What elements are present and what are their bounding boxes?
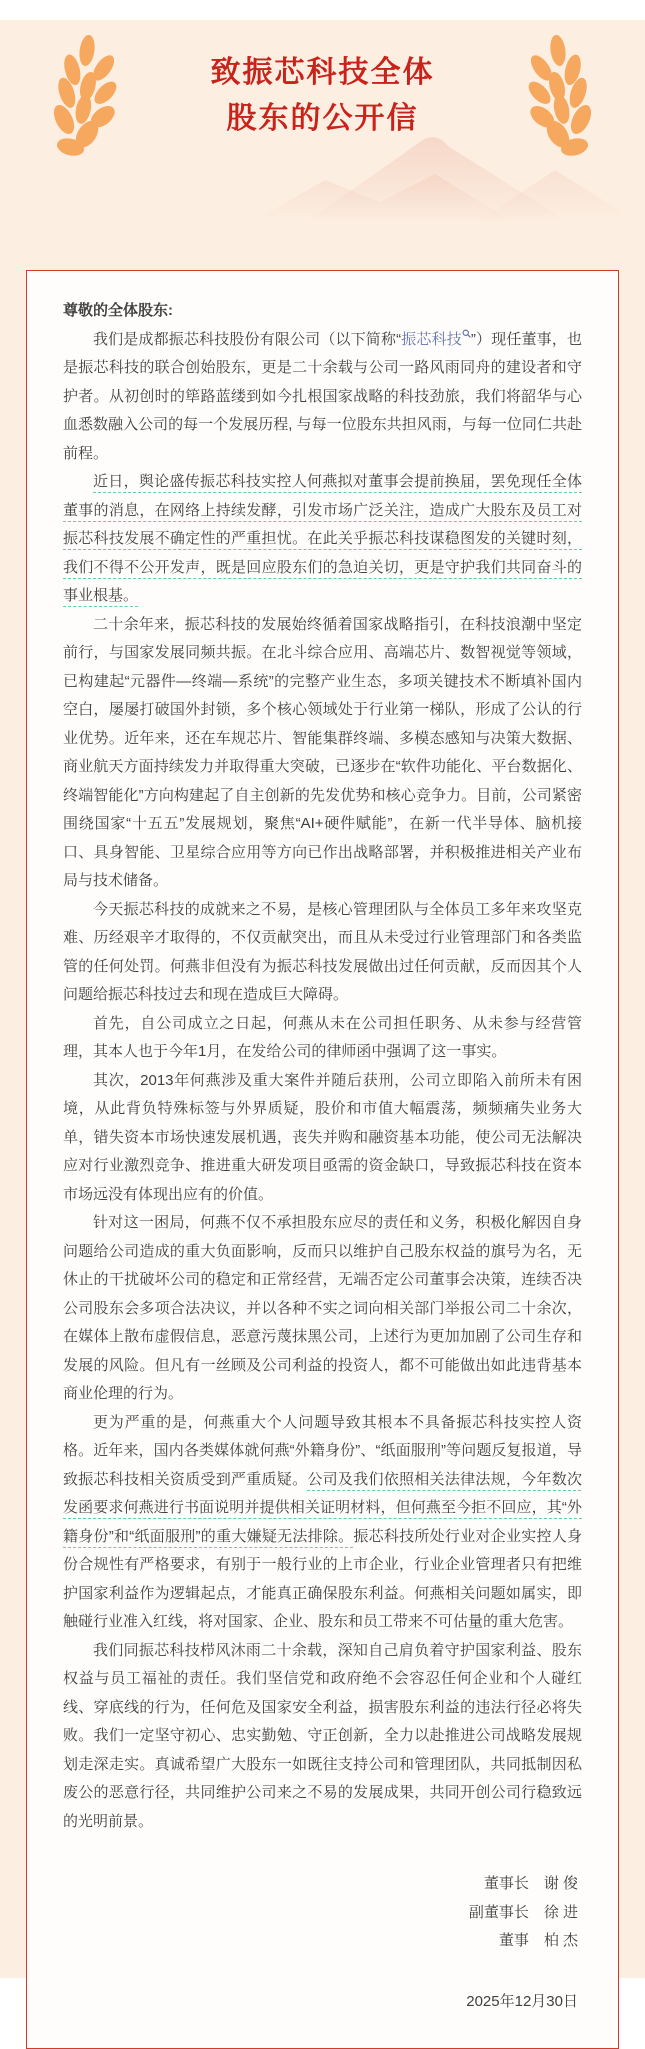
signature-line: 董事长 谢 俊 <box>483 1875 578 1893</box>
letter-paragraph <box>63 896 582 1010</box>
text-segment: 振芯科技所处行业对企业实控人身份合规性有严格要求，有别于一般行业的上市企业，行业企业管理者只有把维护国家利益作为逻辑起点，才能真正确保股东利益。何燕相关问题如属实，即触碰行业准入红线，将对国家、企业、股东和员工带来不可估量的重大危害。 <box>63 1527 582 1631</box>
page-title-line2: 股东的公开信 <box>226 102 419 136</box>
text-segment: 其次，2013年何燕涉及重大案件并随后获刑，公司立即陷入前所未有困境，从此背负特殊标签与外界质疑，股价和市值大幅震荡，频频痛失业务大单，错失资本市场快速发展机遇，丧失并购和融资基本功能，使公司无法解决应对行业激烈竞争、推进重大研发项目亟需的资金缺口，导致振芯科技在资本市场远没有体现出应有的价值。 <box>63 1071 582 1203</box>
stock-search-icon[interactable] <box>462 327 471 341</box>
stock-link[interactable]: 振芯科技 <box>401 330 462 348</box>
letter-paragraph <box>63 1409 582 1637</box>
text-segment: 更为严重的是，何燕重大个人问题导致其根本不具备振芯科技实控人资格。近年来，国内各类媒体就何燕“外籍身份”、“纸面服刑”等问题反复报道，导致振芯科技相关资质受到严重质疑。 <box>63 1413 582 1488</box>
letter-body <box>63 326 582 1837</box>
salutation: 尊敬的全体股东: <box>63 302 173 320</box>
text-segment: 二十余年来，振芯科技的发展始终循着国家战略指引，在科技浪潮中坚定前行，与国家发展同频共振。在北斗综合应用、高端芯片、数智视觉等领域，已构建起“元器件—终端—系统”的完整产业生态，多项关键技术不断填补国内空白，屡屡打破国外封锁，多个核心领域处于行业第一梯队，形成了公认的行业优势。近年来，还在车规芯片、智能集群终端、多模态感知与决策大数据、商业航天方面持续发力并取得重大突破，已逐步在“软件功能化、平台数据化、终端智能化”方向构建起了自主创新的先发优势和核心竞争力。目前，公司紧密围绕国家“十五五”发展规划，聚焦“AI+硬件赋能”，在新一代半导体、脑机接口、具身智能、卫星综合应用等方向已作出战略部署，并积极推进相关产业布局与技术储备。 <box>63 615 582 890</box>
text-segment: 公司及我们依照相关法律法规，今年数次发函要求何燕进行书面说明并提供相关证明材料，但何燕至今拒不回应，其“外籍身份”和“纸面服刑”的重大嫌疑无法排除。 <box>63 1470 582 1545</box>
text-segment: 今天振芯科技的成就来之不易，是核心管理团队与全体员工多年来攻坚克难、历经艰辛才取得的，不仅贡献突出，而且从未受过行业管理部门和各类监管的任何处罚。何燕非但没有为振芯科技发展做出过任何贡献，反而因其个人问题给振芯科技过去和现在造成巨大障碍。 <box>63 900 582 1004</box>
signature-block <box>63 1870 582 1956</box>
letter-paragraph <box>63 1067 582 1210</box>
letter-date: 2025年12月30日 <box>466 1992 578 2010</box>
letter-box <box>26 270 619 2049</box>
page-title <box>0 20 645 142</box>
signature-line: 董事 柏 杰 <box>498 1932 578 1950</box>
letter-paragraph <box>63 611 582 896</box>
text-segment: 我们是成都振芯科技股份有限公司（以下简称“ <box>93 330 402 348</box>
letter-paragraph <box>63 1010 582 1067</box>
letter-paragraph <box>63 1637 582 1837</box>
text-segment: 近日，舆论盛传振芯科技实控人何燕拟对董事会提前换届，罢免现任全体董事的消息，在网络上持续发酵，引发市场广泛关注，造成广大股东及员工对振芯科技发展不确定性的严重担忧。在此关乎振芯科技谋稳图发的关键时刻，我们不得不公开发声，既是回应股东们的急迫关切，更是守护我们共同奋斗的事业根基。 <box>63 473 582 605</box>
page-title-line1: 致振芯科技全体 <box>210 56 435 90</box>
letter-header <box>0 20 645 270</box>
text-segment: 首先，自公司成立之日起，何燕从未在公司担任职务、从未参与经营管理，其本人也于今年1月，在发给公司的律师函中强调了这一事实。 <box>63 1014 582 1061</box>
signature-line: 副董事长 徐 进 <box>468 1903 578 1921</box>
text-segment: 针对这一困局，何燕不仅不承担股东应尽的责任和义务，积极化解因自身问题给公司造成的重大负面影响，反而只以维护自己股东权益的旗号为名，无休止的干扰破坏公司的稳定和正常经营，无端否定公司董事会决策，连续否决公司股东会多项合法决议，并以各种不实之词向相关部门举报公司二十余次，在媒体上散布虚假信息，恶意污蔑抹黑公司，上述行为更加加剧了公司生存和发展的风险。但凡有一丝顾及公司利益的投资人，都不可能做出如此违背基本商业伦理的行为。 <box>63 1214 582 1403</box>
page-background <box>0 20 645 2010</box>
text-segment: 我们同振芯科技栉风沐雨二十余载，深知自己肩负着守护国家利益、股东权益与员工福祉的责任。我们坚信党和政府绝不会容忍任何企业和个人碰红线、穿底线的行为，任何危及国家安全利益，损害股东利益的违法行径必将失败。我们一定坚守初心、忠实勤勉、守正创新，全力以赴推进公司战略发展规划走深走实。真诚希望广大股东一如既往支持公司和管理团队，共同抵制因私废公的恶意行径，共同维护公司来之不易的发展成果，共同开创公司行稳致远的光明前景。 <box>63 1641 582 1830</box>
text-segment: ”）现任董事，也是振芯科技的联合创始股东，更是二十余载与公司一路风雨同舟的建设者和守护者。从初创时的筚路蓝缕到如今扎根国家战略的科技劲旅，我们将韶华与心血悉数融入公司的每一个发展历程, 与每一位股东共担风雨，与每一位同仁共赴前程。 <box>63 330 582 462</box>
letter-paragraph <box>63 1209 582 1409</box>
letter-paragraph <box>63 468 582 611</box>
letter-paragraph <box>63 326 582 469</box>
